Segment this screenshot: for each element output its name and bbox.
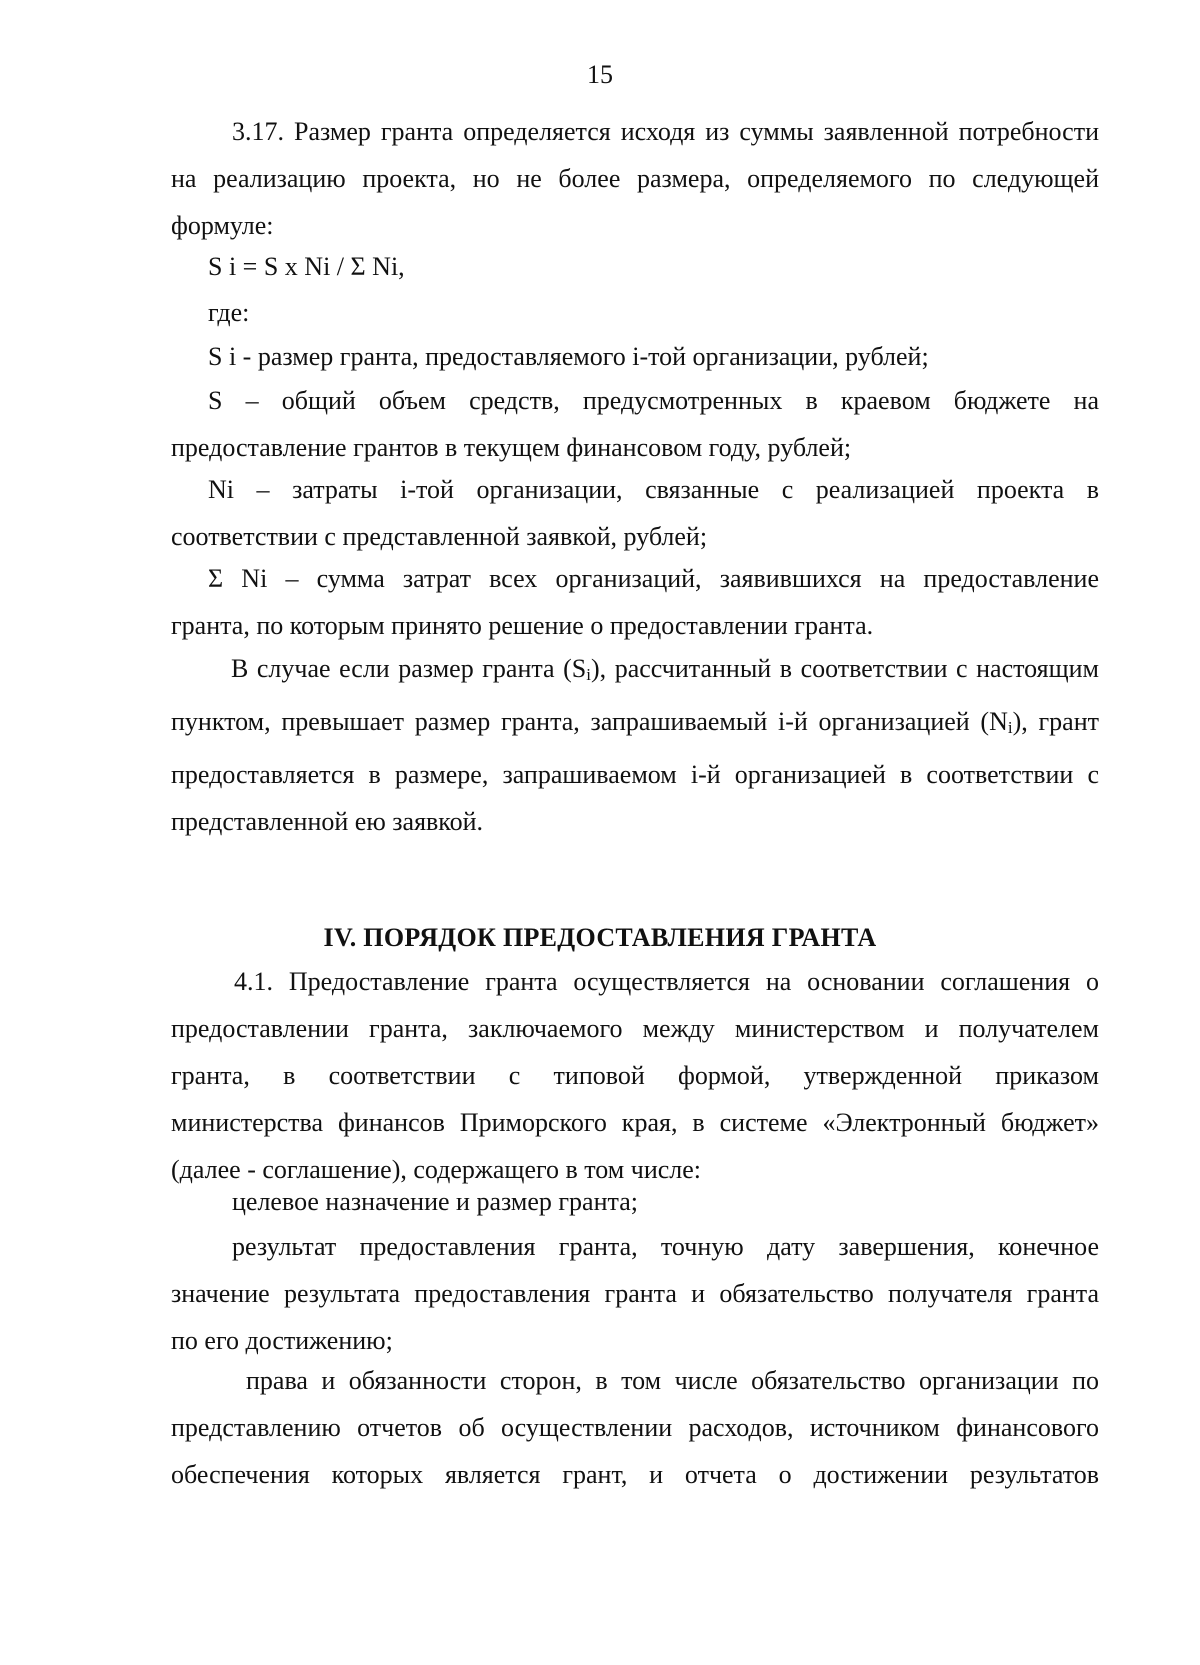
item-rights [171, 1357, 1099, 1498]
paragraph-line: по его достижению; [171, 1326, 393, 1355]
definition-sum-ni [171, 555, 1099, 649]
paragraph-line: Σ Ni – сумма затрат всех организаций, заявившихся на предоставление [208, 564, 1099, 593]
paragraph-line: обеспечения которых является грант, и отчета о достижении результатов [171, 1460, 1099, 1489]
paragraph-line: гранта, по которым принято решение о предоставлении гранта. [171, 611, 874, 640]
case-line1-a: В случае если размер гранта (S [231, 654, 587, 683]
subscript-i: i [1007, 718, 1013, 737]
paragraph-line: министерства финансов Приморского края, в системе «Электронный бюджет» [171, 1108, 1099, 1137]
paragraph-3-17 [171, 108, 1099, 249]
case-line1-b: ), рассчитанный в соответствии с настоящим [590, 654, 1099, 683]
section-heading: IV. ПОРЯДОК ПРЕДОСТАВЛЕНИЯ ГРАНТА [323, 923, 877, 952]
paragraph-line: права и обязанности сторон, в том числе обязательство организации по [246, 1366, 1099, 1395]
paragraph-line: 3.17. Размер гранта определяется исходя из суммы заявленной потребности [232, 117, 1099, 146]
paragraph-line: формуле: [171, 211, 274, 240]
paragraph-line: S – общий объем средств, предусмотренных в краевом бюджете на [208, 386, 1099, 415]
formula: S i = S x Ni / Σ Ni, [208, 252, 405, 281]
paragraph-line [171, 645, 1099, 698]
paragraph-line: представлению отчетов об осуществлении расходов, источником финансового [171, 1413, 1099, 1442]
page-number: 15 [587, 60, 613, 89]
paragraph-line: значение результата предоставления гранта и обязательство получателя гранта [171, 1279, 1099, 1308]
paragraph-line: гранта, в соответствии с типовой формой, утвержденной приказом [171, 1061, 1099, 1090]
paragraph-line [171, 698, 1099, 751]
definition-s [171, 377, 1099, 471]
paragraph-line: результат предоставления гранта, точную дату завершения, конечное [232, 1232, 1099, 1261]
definition-ni [171, 466, 1099, 560]
paragraph-line: соответствии с представленной заявкой, рублей; [171, 522, 708, 551]
subscript-i: i [586, 665, 591, 684]
case-paragraph [171, 645, 1099, 845]
paragraph-line: предоставление грантов в текущем финансовом году, рублей; [171, 433, 852, 462]
paragraph-line: (далее - соглашение), содержащего в том числе: [171, 1155, 702, 1184]
case-line2-a: пунктом, превышает размер гранта, запрашиваемый i-й организацией (N [171, 707, 1008, 736]
paragraph-line: 4.1. Предоставление гранта осуществляется на основании соглашения о [234, 967, 1099, 996]
item-result [171, 1223, 1099, 1364]
paragraph-line: предоставляется в размере, запрашиваемом i-й организацией в соответствии с [171, 760, 1099, 789]
item-purpose: целевое назначение и размер гранта; [232, 1187, 638, 1216]
case-line2-b: ), грант [1012, 707, 1100, 736]
paragraph-line: на реализацию проекта, но не более размера, определяемого по следующей [171, 164, 1099, 193]
paragraph-4-1-body [171, 958, 1099, 1193]
definition-si: S i - размер гранта, предоставляемого i-той организации, рублей; [208, 342, 929, 371]
where-label: где: [208, 298, 250, 327]
paragraph-line: представленной ею заявкой. [171, 807, 484, 836]
paragraph-line: Ni – затраты i-той организации, связанные с реализацией проекта в [208, 475, 1099, 504]
paragraph-line: предоставлении гранта, заключаемого между министерством и получателем [171, 1014, 1099, 1043]
